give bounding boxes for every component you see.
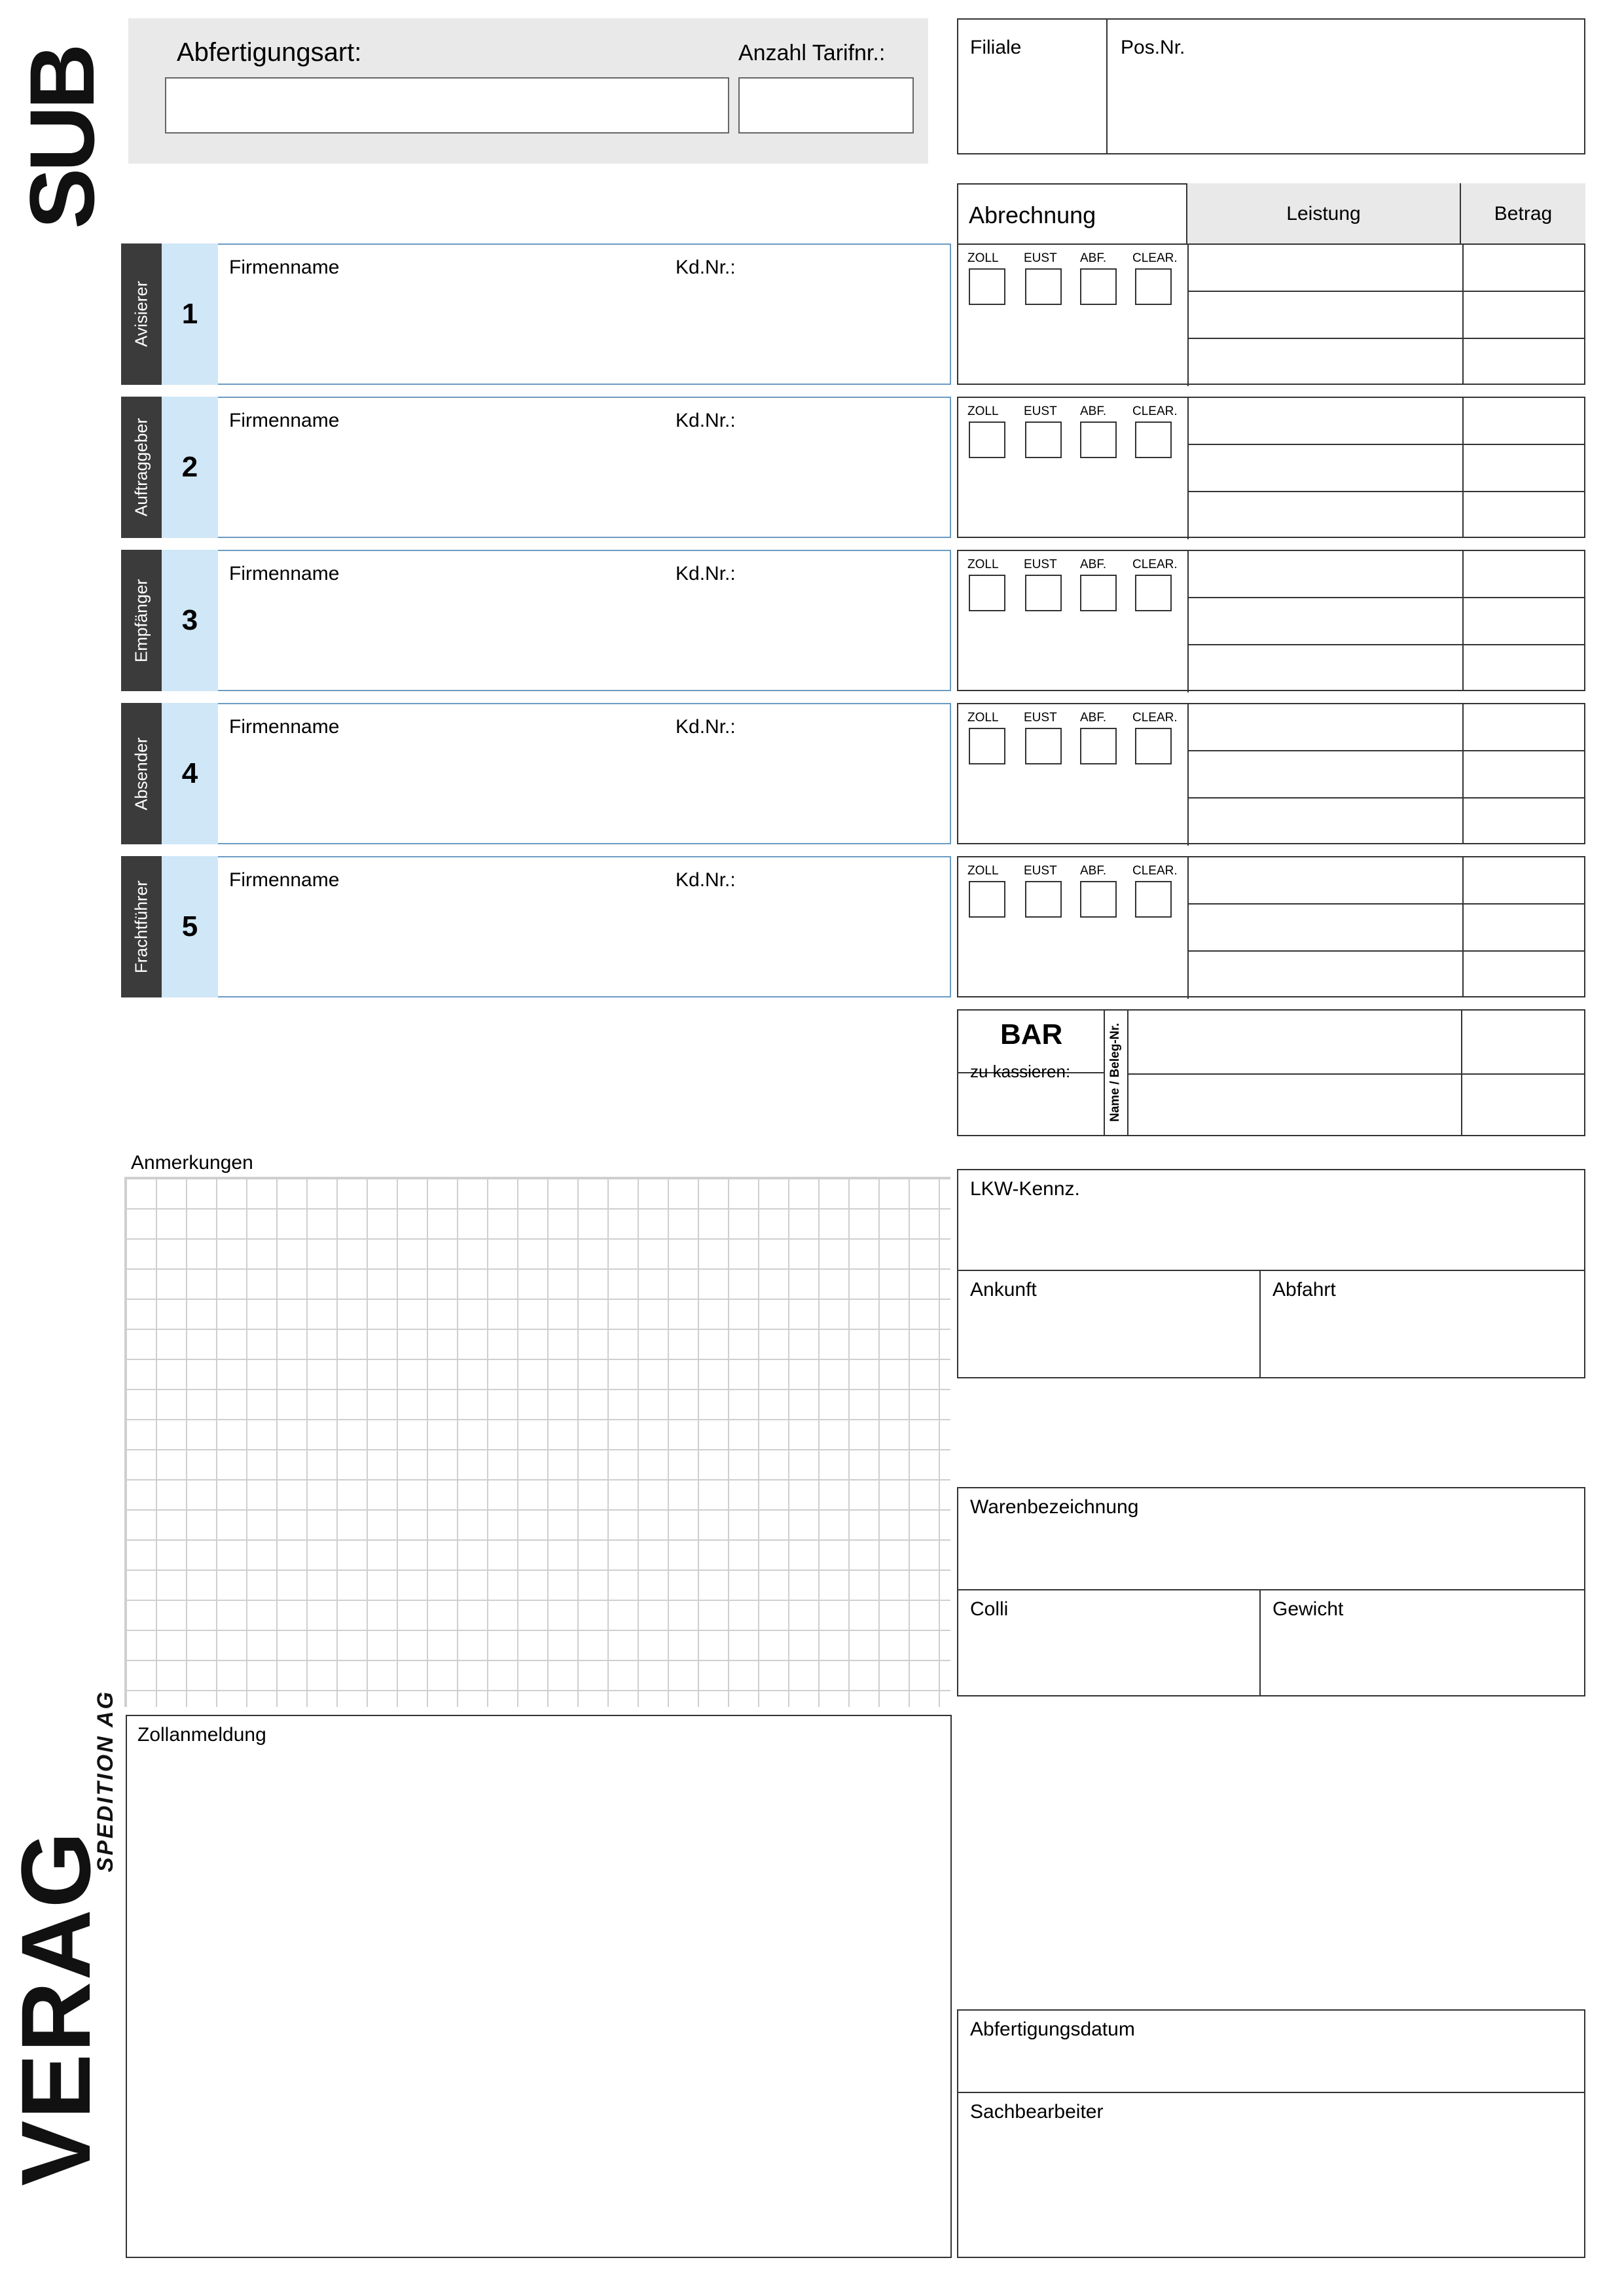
filiale-label: Filiale xyxy=(970,37,1022,58)
checkbox-abf[interactable] xyxy=(1080,881,1117,918)
checkbox-abf[interactable] xyxy=(1080,268,1117,305)
firmenname-label: Firmenname xyxy=(229,869,340,891)
verag-logo: VERAG xyxy=(1,1830,111,2186)
lkw-divider-vertical xyxy=(1259,1270,1261,1378)
checkbox-zoll[interactable] xyxy=(969,422,1005,458)
party-number: 4 xyxy=(162,703,218,844)
abrechnung-line-area xyxy=(1187,398,1584,537)
warenbezeichnung-input[interactable] xyxy=(970,1525,1572,1584)
verag-logo-wrap xyxy=(1,1689,137,2212)
abfertigungsdatum-input[interactable] xyxy=(970,2046,1572,2087)
abrechnung-col-leistung: Leistung xyxy=(1186,183,1461,245)
abfertigungsart-input[interactable] xyxy=(165,77,729,134)
abrechnung-line xyxy=(1187,644,1584,645)
filiale-posnr-box xyxy=(957,18,1585,154)
abrechnung-betrag-divider xyxy=(1462,398,1464,537)
checkbox-clear[interactable] xyxy=(1135,881,1172,918)
checkbox-label-clear: CLEAR. xyxy=(1132,711,1178,725)
abrechnung-line xyxy=(1187,750,1584,751)
abrechnung-row xyxy=(957,397,1585,538)
checkbox-label-abf: ABF. xyxy=(1080,711,1107,725)
abrechnung-title: Abrechnung xyxy=(969,202,1096,228)
checkbox-eust[interactable] xyxy=(1025,728,1062,764)
bar-divider-horizontal-2 xyxy=(1127,1073,1585,1075)
bar-name-beleg-label: Name / Beleg-Nr. xyxy=(1108,1023,1122,1122)
colli-label: Colli xyxy=(970,1598,1009,1620)
checkbox-label-eust: EUST xyxy=(1024,404,1057,418)
firmenname-label: Firmenname xyxy=(229,563,340,584)
checkbox-label-clear: CLEAR. xyxy=(1132,404,1178,418)
abrechnung-checkbox-zone xyxy=(958,245,1189,386)
party-input[interactable] xyxy=(229,435,936,533)
abrechnung-betrag-divider xyxy=(1462,245,1464,384)
party-input[interactable] xyxy=(229,281,936,380)
checkbox-label-zoll: ZOLL xyxy=(967,404,999,418)
zollanmeldung-box[interactable] xyxy=(126,1715,952,2258)
party-role-label: Absender xyxy=(131,737,151,810)
abfertigungsart-label: Abfertigungsart: xyxy=(177,38,362,67)
checkbox-clear[interactable] xyxy=(1135,728,1172,764)
abrechnung-checkbox-zone xyxy=(958,551,1189,692)
anmerkungen-label: Anmerkungen xyxy=(131,1152,253,1174)
party-role-label: Avisierer xyxy=(131,281,151,348)
abrechnung-line xyxy=(1187,597,1584,598)
abrechnung-betrag-divider xyxy=(1462,857,1464,996)
party-input[interactable] xyxy=(229,894,936,992)
abrechnung-betrag-divider xyxy=(1462,551,1464,690)
verag-subtitle: SPEDITION AG xyxy=(93,1690,118,1873)
gewicht-label: Gewicht xyxy=(1272,1598,1344,1620)
lkw-kennz-input[interactable] xyxy=(970,1206,1572,1265)
bar-title: BAR xyxy=(1000,1018,1063,1050)
checkbox-label-zoll: ZOLL xyxy=(967,558,999,571)
abfahrt-label: Abfahrt xyxy=(1272,1279,1336,1300)
bar-name-beleg-tab xyxy=(1104,1009,1127,1136)
gewicht-input[interactable] xyxy=(1272,1627,1547,1690)
anmerkungen-grid[interactable] xyxy=(124,1177,950,1707)
abrechnung-col-betrag: Betrag xyxy=(1461,183,1585,245)
abrechnung-row xyxy=(957,243,1585,385)
checkbox-label-clear: CLEAR. xyxy=(1132,558,1178,571)
kdnr-label: Kd.Nr.: xyxy=(676,257,736,278)
sachbearbeiter-label: Sachbearbeiter xyxy=(970,2101,1104,2123)
abrechnung-line-area xyxy=(1187,857,1584,996)
checkbox-label-eust: EUST xyxy=(1024,558,1057,571)
abrechnung-row xyxy=(957,703,1585,844)
checkbox-label-abf: ABF. xyxy=(1080,864,1107,878)
abrechnung-checkbox-zone xyxy=(958,704,1189,846)
checkbox-label-abf: ABF. xyxy=(1080,558,1107,571)
abrechnung-betrag-divider xyxy=(1462,704,1464,843)
checkbox-zoll[interactable] xyxy=(969,881,1005,918)
abrechnung-row xyxy=(957,856,1585,997)
party-role-label: Auftraggeber xyxy=(131,418,151,517)
kdnr-label: Kd.Nr.: xyxy=(676,869,736,891)
zollanmeldung-label: Zollanmeldung xyxy=(137,1724,266,1746)
party-role-tab xyxy=(121,243,162,385)
abrechnung-line xyxy=(1187,903,1584,905)
checkbox-label-zoll: ZOLL xyxy=(967,251,999,265)
party-number: 1 xyxy=(162,243,218,385)
checkbox-zoll[interactable] xyxy=(969,575,1005,611)
party-role-tab xyxy=(121,856,162,997)
anzahl-tarifnr-label: Anzahl Tarifnr.: xyxy=(738,41,886,65)
bar-divider-v3 xyxy=(1461,1009,1462,1136)
lkw-kennz-label: LKW-Kennz. xyxy=(970,1178,1080,1200)
checkbox-label-abf: ABF. xyxy=(1080,404,1107,418)
abrechnung-row xyxy=(957,550,1585,691)
checkbox-label-zoll: ZOLL xyxy=(967,711,999,725)
abrechnung-line xyxy=(1187,444,1584,445)
abrechnung-line xyxy=(1187,291,1584,292)
posnr-label: Pos.Nr. xyxy=(1121,37,1185,58)
checkbox-abf[interactable] xyxy=(1080,575,1117,611)
party-role-label: Empfänger xyxy=(131,579,151,662)
checkbox-label-abf: ABF. xyxy=(1080,251,1107,265)
sachbearbeiter-input[interactable] xyxy=(970,2131,1572,2249)
firmenname-label: Firmenname xyxy=(229,410,340,431)
checkbox-eust[interactable] xyxy=(1025,268,1062,305)
party-input[interactable] xyxy=(229,588,936,686)
checkbox-abf[interactable] xyxy=(1080,728,1117,764)
checkbox-clear[interactable] xyxy=(1135,575,1172,611)
ankunft-label: Ankunft xyxy=(970,1279,1037,1300)
bar-divider-v2 xyxy=(1127,1009,1128,1136)
filiale-divider xyxy=(1106,18,1108,154)
abrechnung-line xyxy=(1187,491,1584,492)
checkbox-clear[interactable] xyxy=(1135,422,1172,458)
party-number: 5 xyxy=(162,856,218,997)
abrechnung-line-area xyxy=(1187,704,1584,843)
checkbox-eust[interactable] xyxy=(1025,422,1062,458)
firmenname-label: Firmenname xyxy=(229,257,340,278)
abrechnung-line-area xyxy=(1187,245,1584,384)
lkw-divider-horizontal xyxy=(957,1270,1585,1271)
checkbox-label-eust: EUST xyxy=(1024,711,1057,725)
datum-divider-horizontal xyxy=(957,2092,1585,2093)
abfahrt-input[interactable] xyxy=(1272,1308,1547,1371)
abrechnung-checkbox-zone xyxy=(958,398,1189,539)
party-input[interactable] xyxy=(229,741,936,839)
checkbox-zoll[interactable] xyxy=(969,728,1005,764)
kdnr-label: Kd.Nr.: xyxy=(676,716,736,738)
firmenname-label: Firmenname xyxy=(229,716,340,738)
abfertigungsdatum-label: Abfertigungsdatum xyxy=(970,2018,1135,2040)
bar-subtitle: zu kassieren: xyxy=(970,1062,1071,1081)
abrechnung-line xyxy=(1187,950,1584,952)
sub-logo: SUB xyxy=(10,47,113,229)
party-role-tab xyxy=(121,397,162,538)
abrechnung-line-area xyxy=(1187,551,1584,690)
colli-input[interactable] xyxy=(970,1627,1245,1690)
checkbox-label-eust: EUST xyxy=(1024,864,1057,878)
abrechnung-checkbox-zone xyxy=(958,857,1189,999)
party-number: 2 xyxy=(162,397,218,538)
checkbox-label-clear: CLEAR. xyxy=(1132,251,1178,265)
anzahl-tarifnr-input[interactable] xyxy=(738,77,914,134)
checkbox-clear[interactable] xyxy=(1135,268,1172,305)
party-role-label: Frachtführer xyxy=(131,880,151,973)
checkbox-eust[interactable] xyxy=(1025,881,1062,918)
checkbox-eust[interactable] xyxy=(1025,575,1062,611)
checkbox-label-clear: CLEAR. xyxy=(1132,864,1178,878)
abrechnung-line xyxy=(1187,338,1584,339)
kdnr-label: Kd.Nr.: xyxy=(676,410,736,431)
party-role-tab xyxy=(121,550,162,691)
waren-divider-vertical xyxy=(1259,1589,1261,1696)
warenbezeichnung-label: Warenbezeichnung xyxy=(970,1496,1139,1518)
party-number: 3 xyxy=(162,550,218,691)
ankunft-input[interactable] xyxy=(970,1308,1245,1371)
abrechnung-line xyxy=(1187,797,1584,798)
waren-divider-horizontal xyxy=(957,1589,1585,1590)
checkbox-label-eust: EUST xyxy=(1024,251,1057,265)
party-role-tab xyxy=(121,703,162,844)
checkbox-abf[interactable] xyxy=(1080,422,1117,458)
checkbox-zoll[interactable] xyxy=(969,268,1005,305)
kdnr-label: Kd.Nr.: xyxy=(676,563,736,584)
checkbox-label-zoll: ZOLL xyxy=(967,864,999,878)
